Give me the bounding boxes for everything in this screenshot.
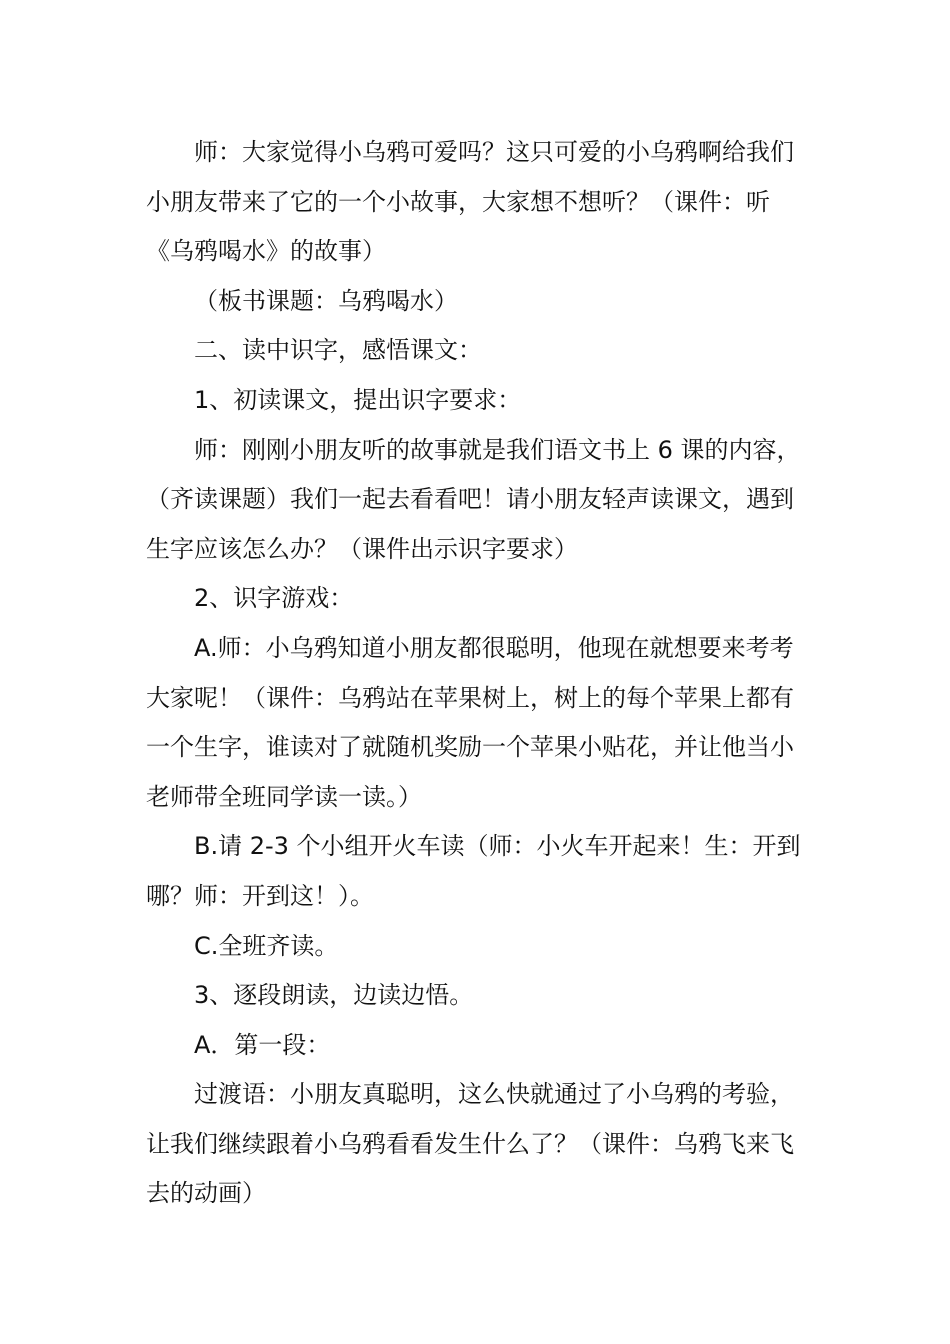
paragraph-11: A．第一段： [194,1030,331,1059]
document-body [146,128,814,1219]
paragraph-5: 师：刚刚小朋友听的故事就是我们语文书上 6 课的内容，（齐读课题）我们一起去看看吧！请小朋友轻声读课文，遇到生字应该怎么办？（课件出示识字要求） [146,435,801,563]
paragraph-7: A.师：小乌鸦知道小朋友都很聪明，他现在就想要来考考大家呢！（课件：乌鸦站在苹果树上，树上的每个苹果上都有一个生字，谁读对了就随机奖励一个苹果小贴花，并让他当小老师带全班同学读一读。） [146,633,794,811]
paragraph-4: 1、初读课文，提出识字要求： [194,385,522,414]
paragraph-8: B.请 2-3 个小组开火车读（师：小火车开起来！生：开到哪？师：开到这！）。 [146,832,801,910]
paragraph-2: （板书课题：乌鸦喝水） [194,286,458,315]
paragraph-9: C.全班齐读。 [194,931,339,960]
paragraph-12: 过渡语：小朋友真聪明，这么快就通过了小乌鸦的考验，让我们继续跟着小乌鸦看看发生什么了？（课件：乌鸦飞来飞去的动画） [146,1080,794,1208]
paragraph-3: 二、读中识字，感悟课文： [194,336,482,365]
paragraph-1: 师：大家觉得小乌鸦可爱吗？这只可爱的小乌鸦啊给我们小朋友带来了它的一个小故事，大家想不想听？（课件：听《乌鸦喝水》的故事） [146,138,794,266]
paragraph-6: 2、识字游戏： [194,584,354,613]
paragraph-10: 3、逐段朗读，边读边悟。 [194,981,474,1010]
